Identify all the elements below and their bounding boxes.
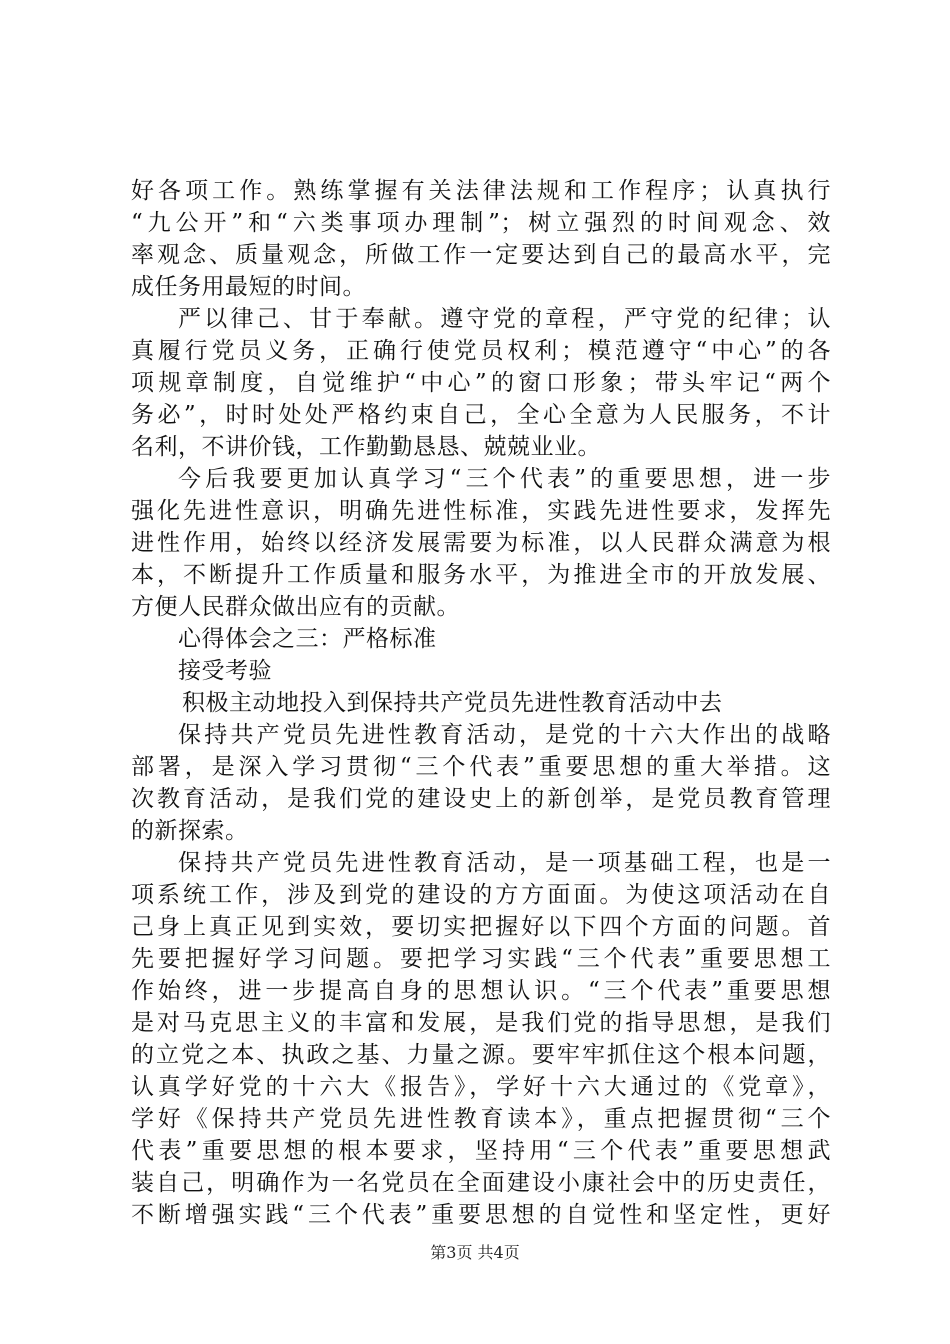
text-line: 保持共产党员先进性教育活动，是党的十六大作出的战略 — [178, 722, 831, 748]
text-line: 次教育活动，是我们党的建设史上的新创举，是党员教育管理 — [131, 786, 831, 812]
section-heading: 接受考验 — [178, 658, 272, 684]
text-line: 好各项工作。熟练掌握有关法律法规和工作程序；认真执行 — [131, 178, 831, 204]
text-line: 的新探索。 — [131, 818, 249, 844]
text-line: 今后我要更加认真学习“三个代表”的重要思想，进一步 — [178, 466, 831, 492]
section-heading: 积极主动地投入到保持共产党员先进性教育活动中去 — [182, 690, 723, 716]
text-line: 保持共产党员先进性教育活动，是一项基础工程，也是一 — [178, 850, 831, 876]
text-line: 是对马克思主义的丰富和发展，是我们党的指导思想，是我们 — [131, 1010, 831, 1036]
text-line: 项规章制度，自觉维护“中心”的窗口形象；带头牢记“两个 — [131, 370, 831, 396]
text-line: 学好《保持共产党员先进性教育读本》，重点把握贯彻“三个 — [131, 1106, 831, 1132]
text-line: 名利，不讲价钱，工作勤勤恳恳、兢兢业业。 — [131, 434, 601, 460]
text-line: 方便人民群众做出应有的贡献。 — [131, 594, 460, 620]
text-line: 的立党之本、执政之基、力量之源。要牢牢抓住这个根本问题， — [131, 1042, 831, 1068]
text-line: 部署，是深入学习贯彻“三个代表”重要思想的重大举措。这 — [131, 754, 831, 780]
text-line: 严以律己、甘于奉献。遵守党的章程，严守党的纪律；认 — [178, 306, 831, 332]
text-line: 率观念、质量观念，所做工作一定要达到自己的最高水平，完 — [131, 242, 831, 268]
text-line: 代表”重要思想的根本要求，坚持用“三个代表”重要思想武 — [131, 1138, 831, 1164]
text-line: 不断增强实践“三个代表”重要思想的自觉性和坚定性，更好 — [131, 1202, 831, 1228]
text-line: 成任务用最短的时间。 — [131, 274, 366, 300]
text-line: 己身上真正见到实效，要切实把握好以下四个方面的问题。首 — [131, 914, 831, 940]
text-line: 装自己，明确作为一名党员在全面建设小康社会中的历史责任， — [131, 1170, 831, 1196]
text-line: 进性作用，始终以经济发展需要为标准，以人民群众满意为根 — [131, 530, 831, 556]
text-line: 强化先进性意识，明确先进性标准，实践先进性要求，发挥先 — [131, 498, 831, 524]
text-line: “九公开”和“六类事项办理制”；树立强烈的时间观念、效 — [131, 210, 831, 236]
text-line: 本，不断提升工作质量和服务水平，为推进全市的开放发展、 — [131, 562, 831, 588]
text-line: 项系统工作，涉及到党的建设的方方面面。为使这项活动在自 — [131, 882, 831, 908]
text-line: 认真学好党的十六大《报告》，学好十六大通过的《党章》， — [131, 1074, 831, 1100]
text-line: 作始终，进一步提高自身的思想认识。“三个代表”重要思想 — [131, 978, 831, 1004]
text-line: 真履行党员义务，正确行使党员权利；模范遵守“中心”的各 — [131, 338, 831, 364]
document-body — [131, 175, 831, 1231]
section-heading: 心得体会之三：严格标准 — [178, 626, 437, 652]
text-line: 先要把握好学习问题。要把学习实践“三个代表”重要思想工 — [131, 946, 831, 972]
page-number: 第3页 共4页 — [430, 1243, 520, 1262]
text-line: 务必”，时时处处严格约束自己，全心全意为人民服务，不计 — [131, 402, 831, 428]
